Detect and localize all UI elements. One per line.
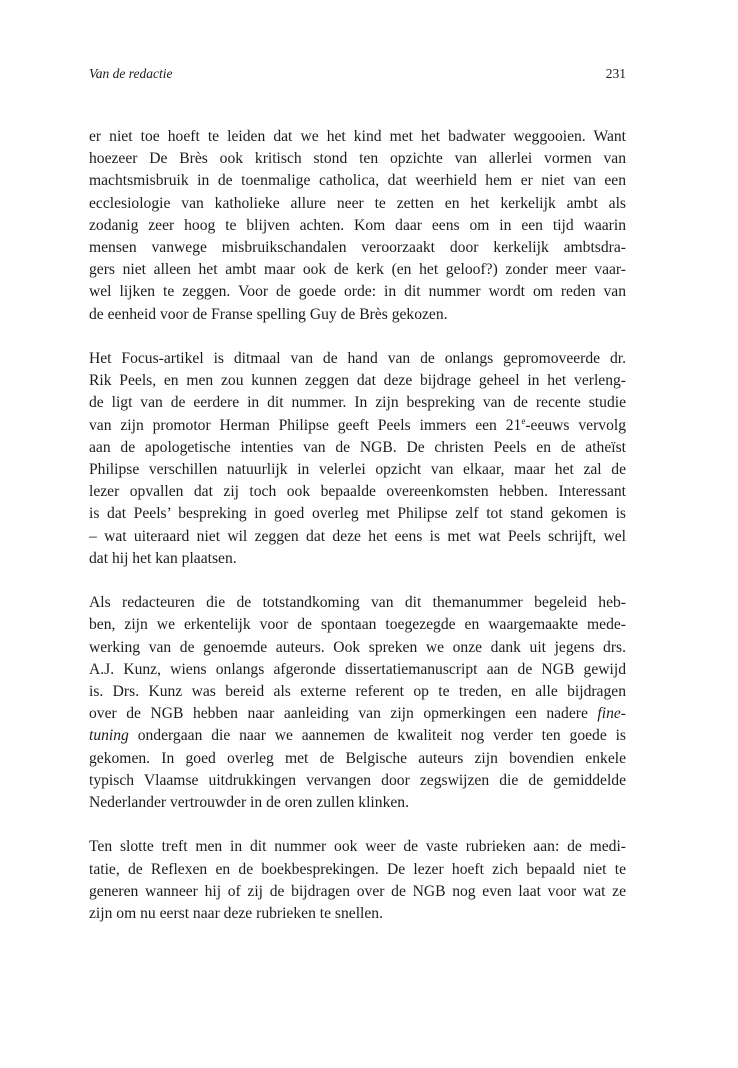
text-fragment: ondergaan die naar we aannemen de kwaliteit nog verder ten goede is — [137, 727, 626, 745]
text-line: tatie, de Reflexen en de boekbesprekingen. De lezer hoeft zich bepaald niet te — [89, 860, 626, 878]
text-line — [89, 415, 626, 437]
text-line: Het Focus-artikel is ditmaal van de hand van de onlangs gepromoveerde dr. — [89, 350, 626, 368]
text-line: gekomen. In goed overleg met de Belgische auteurs zijn bovendien enkele — [89, 749, 626, 767]
text-line: hoezeer De Brès ook kritisch stond ten opzichte van allerlei vormen van — [89, 150, 626, 168]
superscript: e — [521, 415, 526, 426]
text-line: generen wanneer hij of zij de bijdragen over de NGB nog even laat voor wat ze — [89, 882, 626, 900]
text-line: aan de apologetische intenties van de NGB. De christen Peels en de atheïst — [89, 438, 626, 456]
text-line — [89, 703, 626, 725]
text-line: zodanig zeer hoog te blijven achten. Kom daar eens om in een tijd waarin — [89, 216, 626, 234]
text-line: mensen vanwege misbruikschandalen veroorzaakt door kerkelijk ambtsdra- — [89, 239, 626, 257]
body-text — [89, 126, 626, 947]
italic-term: tuning — [89, 727, 129, 745]
text-line: lezer opvallen dat zij toch ook bepaalde overeenkomsten hebben. Interessant — [89, 483, 626, 501]
text-line — [89, 725, 626, 747]
italic-term: fine- — [597, 705, 626, 723]
text-line: de eenheid voor de Franse spelling Guy de Brès gekozen. — [89, 305, 448, 323]
text-line: is dat Peels’ bespreking in goed overleg met Philipse zelf tot stand gekomen is — [89, 505, 626, 523]
paragraph-2 — [89, 348, 626, 570]
text-line: is. Drs. Kunz was bereid als externe referent op te treden, en alle bijdragen — [89, 683, 626, 701]
text-line: ben, zijn we erkentelijk voor de spontaan toegezegde en waargemaakte mede- — [89, 616, 626, 634]
section-title: Van de redactie — [89, 66, 173, 81]
text-line: Nederlander vertrouwder in de oren zullen klinken. — [89, 794, 409, 812]
text-line: zijn om nu eerst naar deze rubrieken te snellen. — [89, 905, 383, 923]
text-line: Rik Peels, en men zou kunnen zeggen dat deze bijdrage geheel in het verleng- — [89, 372, 626, 390]
text-fragment: over de NGB hebben naar aanleiding van zijn opmerkingen een nadere — [89, 705, 588, 723]
paragraph-4 — [89, 836, 626, 925]
text-line: Als redacteuren die de totstandkoming van dit themanummer begeleid heb- — [89, 594, 626, 612]
text-line: ecclesiologie van katholieke allure neer te zetten en het kerkelijk ambt als — [89, 194, 626, 212]
text-line: gers niet alleen het ambt maar ook de kerk (en het geloof?) zonder meer vaar- — [89, 261, 626, 279]
page-number: 231 — [605, 66, 626, 81]
text-line: Ten slotte treft men in dit nummer ook weer de vaste rubrieken aan: de medi- — [89, 838, 626, 856]
text-fragment: van zijn promotor Herman Philipse geeft Peels immers een 21 — [89, 416, 522, 434]
text-line: typisch Vlaamse uitdrukkingen vervangen door zegswijzen die de gemiddelde — [89, 771, 626, 789]
paragraph-3 — [89, 592, 626, 814]
text-line: wel lijken te zeggen. Voor de goede orde: in dit nummer wordt om reden van — [89, 283, 626, 301]
text-fragment: -eeuws vervolg — [525, 416, 626, 434]
text-line: – wat uiteraard niet wil zeggen dat deze het eens is met wat Peels schrijft, wel — [89, 527, 626, 545]
text-line: er niet toe hoeft te leiden dat we het kind met het badwater weggooien. Want — [89, 128, 626, 145]
text-line: machtsmisbruik in de toenmalige catholica, dat weerhield hem er niet van een — [89, 172, 626, 190]
text-line: A.J. Kunz, wiens onlangs afgeronde dissertatiemanuscript aan de NGB gewijd — [89, 660, 626, 678]
text-line: werking van de genoemde auteurs. Ook spreken we onze dank uit jegens drs. — [89, 638, 626, 656]
paragraph-1 — [89, 126, 626, 326]
text-line: dat hij het kan plaatsen. — [89, 549, 237, 567]
text-line: de ligt van de eerdere in dit nummer. In zijn bespreking van de recente studie — [89, 394, 626, 412]
running-head — [89, 64, 626, 84]
text-line: Philipse verschillen natuurlijk in velerlei opzicht van elkaar, maar het zal de — [89, 461, 626, 479]
